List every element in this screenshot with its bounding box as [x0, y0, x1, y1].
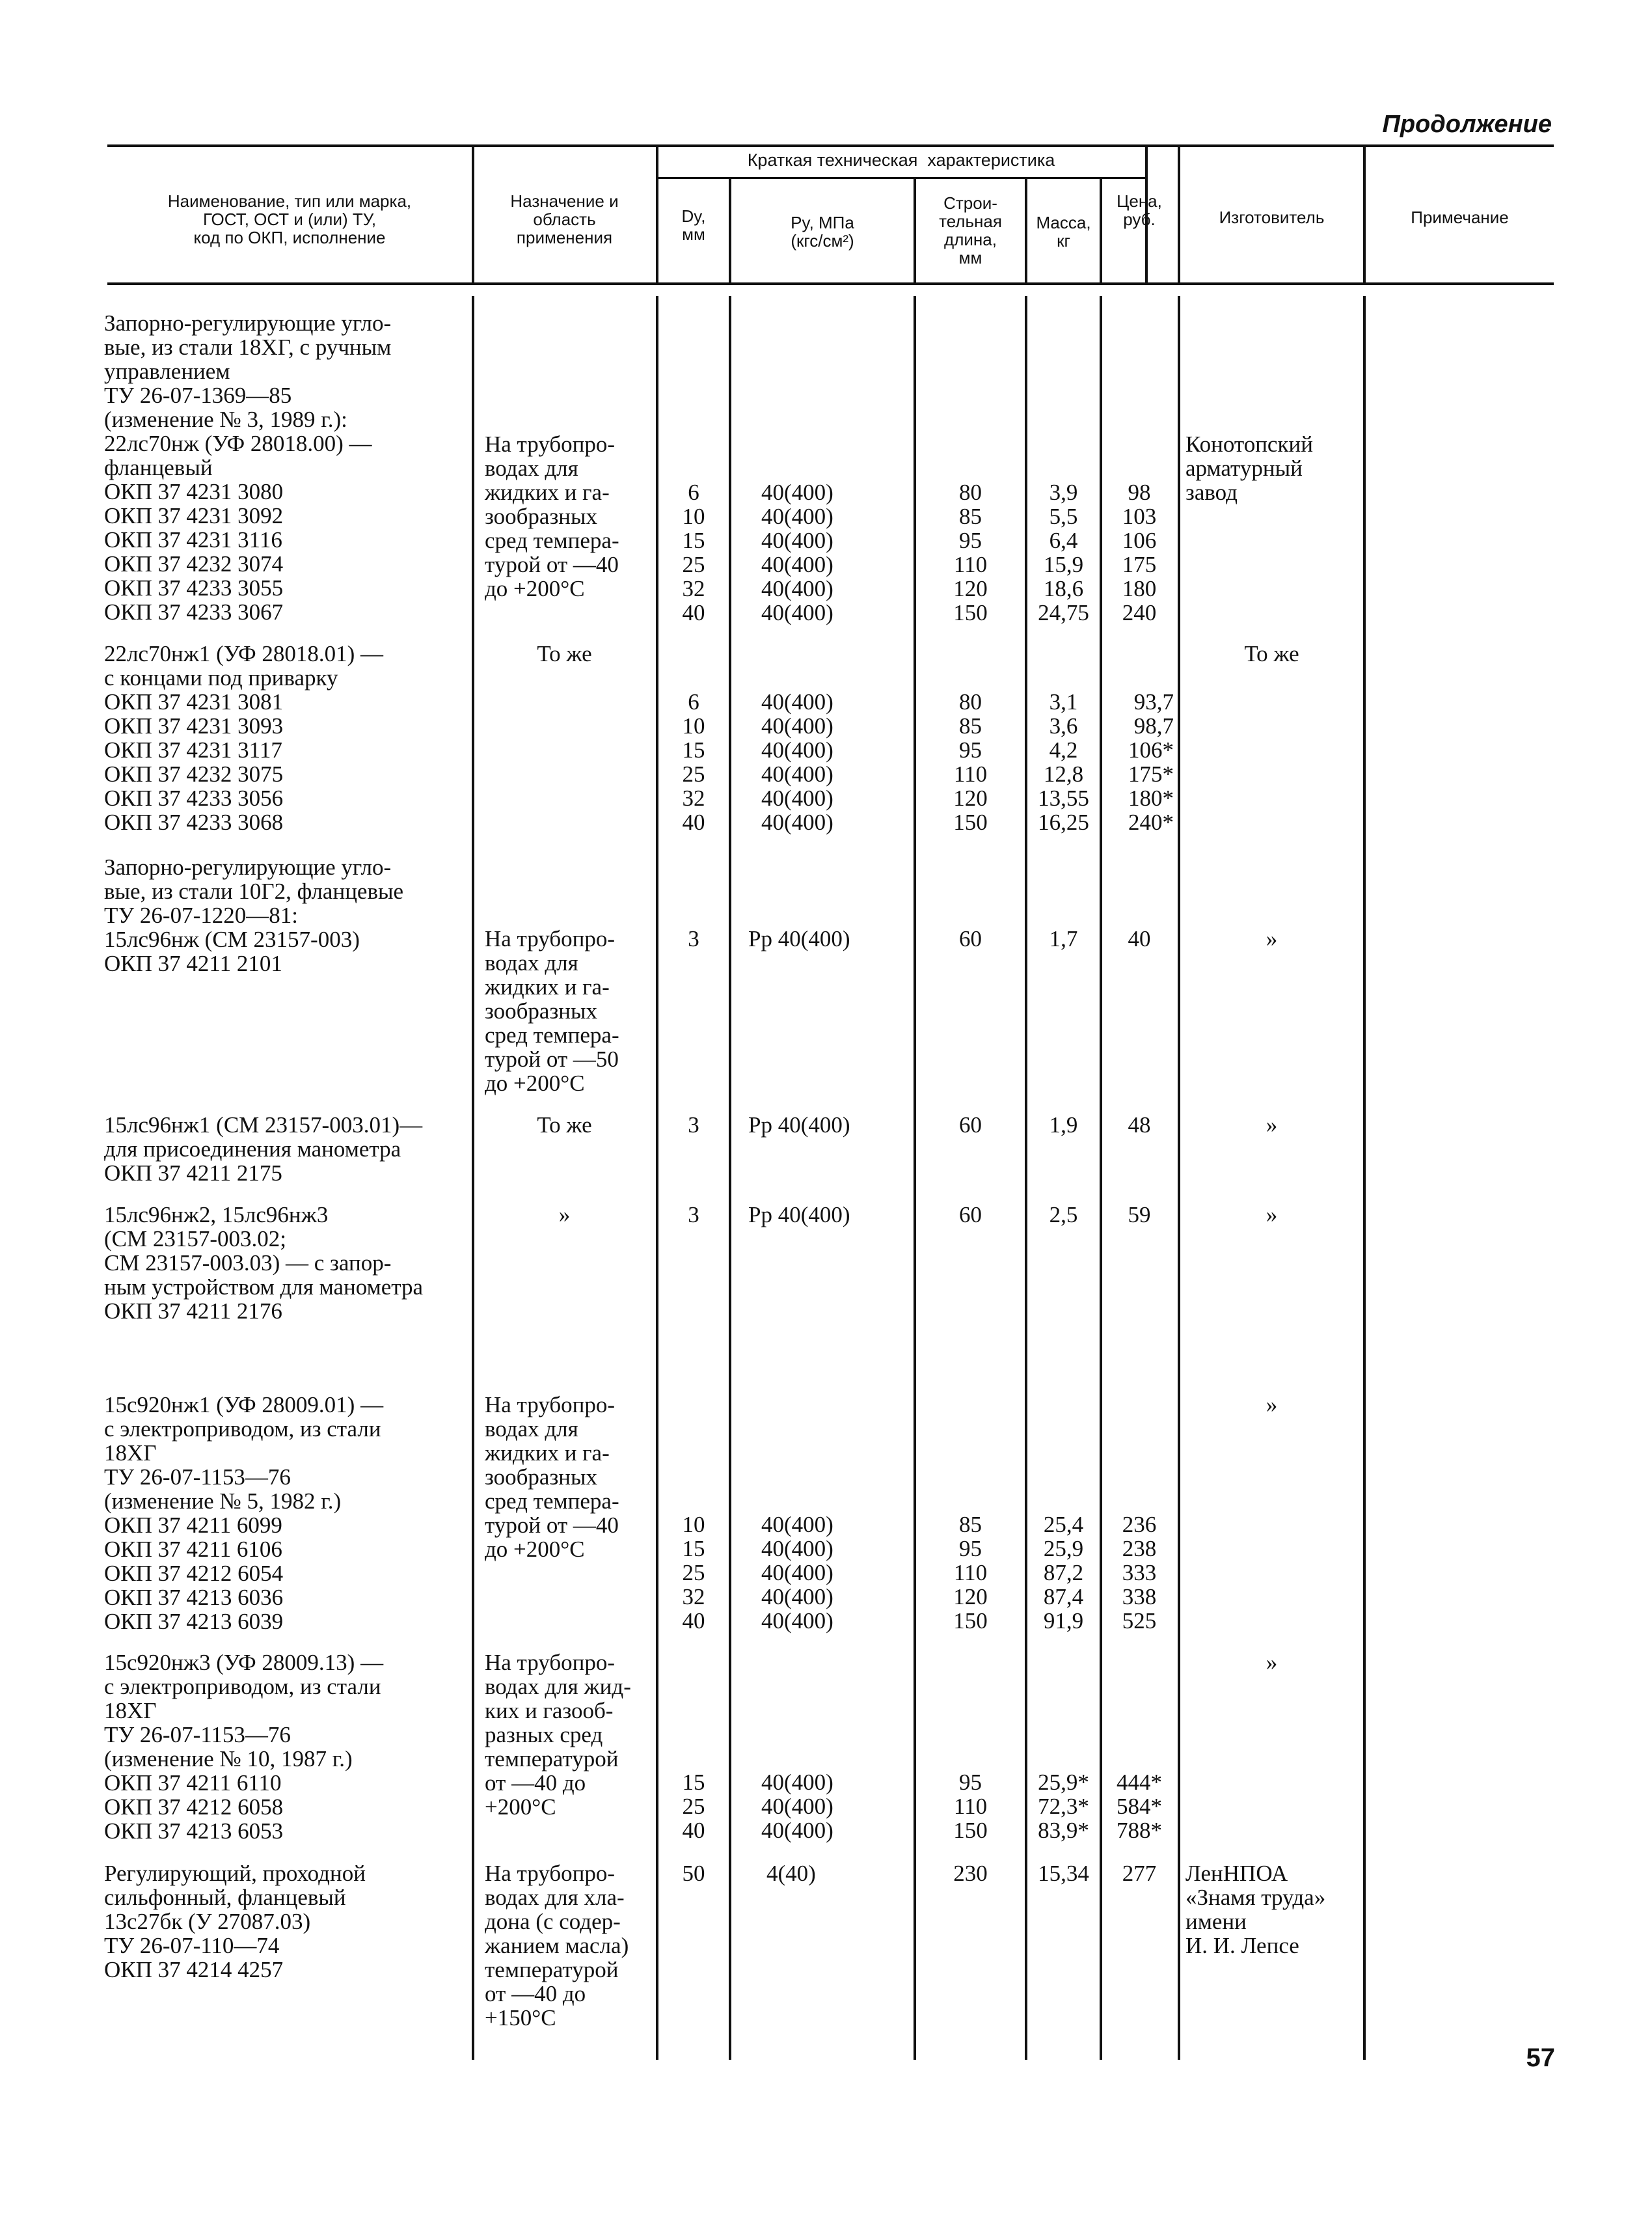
row4-py: Pр 40(400)	[748, 1112, 850, 1138]
page-number: 57	[1526, 2044, 1555, 2072]
header-purpose: Назначение и область применения	[510, 191, 619, 248]
row5-name: 15лс96нж2, 15лс96нж3 (СМ 23157-003.02; СМ 23157-003.03) — с запор- ным устройством для манометра ОКП 37 4211 2176	[104, 1202, 424, 1324]
row7-maker: »	[1266, 1650, 1278, 1675]
row6-price: 236 238 333 338 525	[1122, 1512, 1157, 1634]
row3-length: 60	[959, 926, 982, 951]
row6-mass: 25,4 25,9 87,2 87,4 91,9	[1043, 1512, 1084, 1634]
header-length: Строи- тельная длина, мм	[939, 193, 1002, 268]
row6-length: 85 95 110 120 150	[953, 1512, 988, 1634]
hdr-col-sep-1	[472, 144, 474, 282]
row4-purpose: То же	[537, 1112, 592, 1138]
row5-dy: 3	[688, 1202, 699, 1227]
row3-price: 40	[1128, 926, 1151, 951]
header-note: Примечание	[1411, 208, 1509, 227]
row4-maker: »	[1266, 1112, 1278, 1138]
body-col-sep-3	[729, 296, 731, 2060]
body-col-sep-1	[472, 296, 474, 2060]
row5-purpose: »	[558, 1202, 571, 1227]
row1-name: Запорно-регулирующие угло- вые, из стали 18ХГ, с ручным управлением ТУ 26-07-1369—85 (изменение № 3, 1989 г.): 22лс70нж (УФ 28018.00) — фланцевый ОКП 37 4231 3080 ОКП 37 4231 3092 ОКП 37 4231 3116 ОКП 37 4232 3074 ОКП 37 4233 3055 ОКП 37 4233 3067	[104, 310, 392, 625]
header-py: Py, МПа (кгс/см²)	[791, 213, 854, 251]
row8-maker: ЛенНПОА «Знамя труда» имени И. И. Лепсе	[1185, 1861, 1326, 1958]
header-name: Наименование, тип или марка, ГОСТ, ОСТ и (или) ТУ, код по ОКП, исполнение	[167, 191, 412, 248]
row3-maker: »	[1266, 926, 1278, 951]
row5-length: 60	[959, 1202, 982, 1227]
row7-dy: 15 25 40	[682, 1770, 705, 1843]
row6-purpose: На трубопро- водах для жидких и га- зообразных сред темпера- турой от —40 до +200°С	[485, 1392, 619, 1562]
row6-name: 15с920нж1 (УФ 28009.01) — с электроприводом, из стали 18ХГ ТУ 26-07-1153—76 (изменение № 5, 1982 г.) ОКП 37 4211 6099 ОКП 37 4211 6106 ОКП 37 4212 6054 ОКП 37 4213 6036 ОКП 37 4213 6039	[104, 1392, 384, 1634]
row6-dy: 10 15 25 32 40	[682, 1512, 705, 1634]
row7-length: 95 110 150	[953, 1770, 988, 1843]
row6-maker: »	[1266, 1392, 1278, 1417]
row4-mass: 1,9	[1049, 1112, 1078, 1138]
row7-mass: 25,9* 72,3* 83,9*	[1038, 1770, 1089, 1843]
row8-mass: 15,34	[1038, 1861, 1089, 1886]
row7-purpose: На трубопро- водах для жид- ких и газооб- разных сред температурой от —40 до +200°С	[485, 1650, 631, 1820]
header-dy: Dy, мм	[681, 206, 706, 245]
row2-price: 93,7 98,7 106* 175* 180* 240*	[1128, 689, 1174, 835]
row3-py: Pр 40(400)	[748, 926, 850, 951]
row8-py: 4(40)	[766, 1861, 816, 1886]
row8-length: 230	[953, 1861, 988, 1886]
row3-mass: 1,7	[1049, 926, 1078, 951]
row2-py: 40(400) 40(400) 40(400) 40(400) 40(400) 40(400)	[761, 689, 833, 835]
row2-name: 22лс70нж1 (УФ 28018.01) — с концами под приварку ОКП 37 4231 3081 ОКП 37 4231 3093 ОКП 37 4231 3117 ОКП 37 4232 3075 ОКП 37 4233 3056 ОКП 37 4233 3068	[104, 641, 384, 835]
row2-dy: 6 10 15 25 32 40	[682, 689, 705, 835]
row1-py: 40(400) 40(400) 40(400) 40(400) 40(400) 40(400)	[761, 480, 833, 625]
row4-length: 60	[959, 1112, 982, 1138]
row7-price: 444* 584* 788*	[1117, 1770, 1162, 1843]
header-mass: Масса, кг	[1036, 213, 1091, 251]
row1-length: 80 85 95 110 120 150	[953, 480, 988, 625]
continuation-label: Продолжение	[1382, 111, 1552, 138]
row3-dy: 3	[688, 926, 699, 951]
row2-length: 80 85 95 110 120 150	[953, 689, 988, 835]
row8-purpose: На трубопро- водах для хла- дона (с содер- жанием масла) температурой от —40 до +150°С	[485, 1861, 629, 2031]
row5-price: 59	[1128, 1202, 1151, 1227]
row2-purpose: То же	[537, 641, 592, 666]
row4-name: 15лс96нж1 (СМ 23157-003.01)— для присоединения манометра ОКП 37 4211 2175	[104, 1112, 423, 1186]
row2-maker: То же	[1244, 641, 1299, 666]
row5-mass: 2,5	[1049, 1202, 1078, 1227]
row8-name: Регулирующий, проходной сильфонный, фланцевый 13с27бк (У 27087.03) ТУ 26-07-110—74 ОКП 37 4214 4257	[104, 1861, 366, 1982]
row1-purpose: На трубопро- водах для жидких и га- зообразных сред темпера- турой от —40 до +200°С	[485, 431, 619, 601]
row1-dy: 6 10 15 25 32 40	[682, 480, 705, 625]
header-bottom-rule	[107, 282, 1554, 285]
body-col-sep-8	[1363, 296, 1366, 2060]
header-maker: Изготовитель	[1219, 208, 1325, 227]
row1-price: 98 103 106 175 180 240	[1122, 480, 1157, 625]
header-tech-group: Краткая техническая характеристика	[747, 150, 1055, 170]
row2-mass: 3,1 3,6 4,2 12,8 13,55 16,25	[1038, 689, 1089, 835]
row1-maker: Конотопский арматурный завод	[1185, 431, 1313, 505]
table-top-rule	[107, 144, 1554, 147]
row8-dy: 50	[682, 1861, 705, 1886]
row8-price: 277	[1122, 1861, 1157, 1886]
row7-name: 15с920нж3 (УФ 28009.13) — с электроприводом, из стали 18ХГ ТУ 26-07-1153—76 (изменение № 10, 1987 г.) ОКП 37 4211 6110 ОКП 37 4212 6058 ОКП 37 4213 6053	[104, 1650, 384, 1844]
row1-mass: 3,9 5,5 6,4 15,9 18,6 24,75	[1038, 480, 1089, 625]
header-price: Цена, руб.	[1117, 191, 1162, 230]
row3-purpose: На трубопро- водах для жидких и га- зообразных сред темпера- турой от —50 до +200°С	[485, 926, 619, 1096]
row7-py: 40(400) 40(400) 40(400)	[761, 1770, 833, 1843]
row5-py: Pр 40(400)	[748, 1202, 850, 1227]
row6-py: 40(400) 40(400) 40(400) 40(400) 40(400)	[761, 1512, 833, 1634]
body-col-sep-7	[1178, 296, 1180, 2060]
row4-dy: 3	[688, 1112, 699, 1138]
row4-price: 48	[1128, 1112, 1151, 1138]
row5-maker: »	[1266, 1202, 1278, 1227]
row3-name: Запорно-регулирующие угло- вые, из стали 10Г2, фланцевые ТУ 26-07-1220—81: 15лс96нж (СМ 23157-003) ОКП 37 4211 2101	[104, 855, 404, 976]
